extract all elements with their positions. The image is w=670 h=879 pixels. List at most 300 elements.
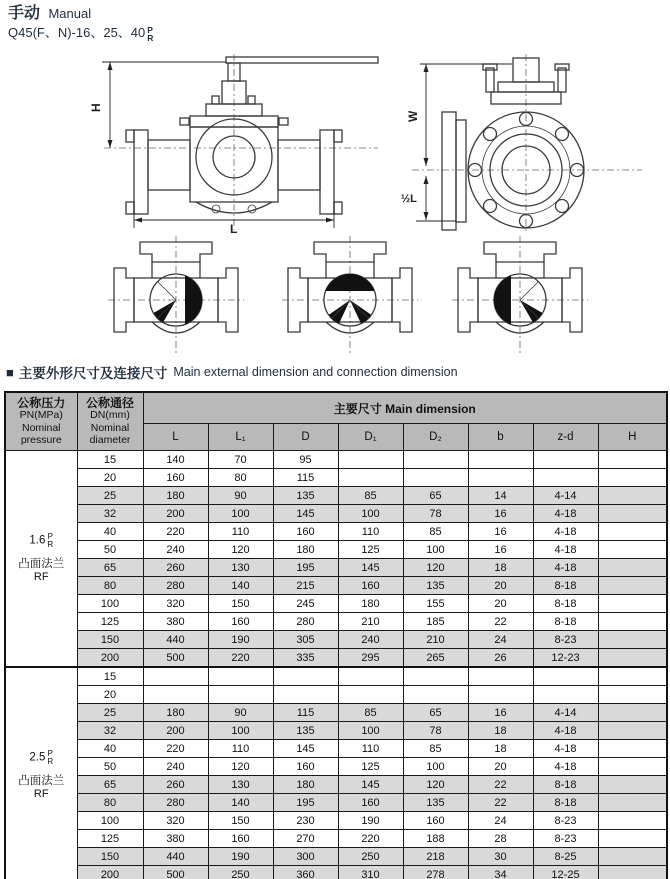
model-line — [8, 24, 153, 42]
dim-cell: 12-23 — [533, 649, 598, 668]
table-row — [5, 722, 667, 740]
model-sup: P — [147, 24, 153, 35]
dim-cell — [598, 595, 667, 613]
dim-cell — [468, 469, 533, 487]
dim-cell — [533, 667, 598, 686]
flange-type-cn: 凸面法兰 — [18, 775, 65, 787]
dim-cell: 210 — [403, 631, 468, 649]
dim-cell — [208, 686, 273, 704]
dim-cell: 8-25 — [533, 848, 598, 866]
dim-cell: 110 — [208, 523, 273, 541]
model-code: Q45(F、N)-16、25、40 — [8, 25, 146, 40]
dim-cell: 100 — [208, 722, 273, 740]
dn-cell: 200 — [77, 649, 143, 668]
dim-cell: 135 — [403, 794, 468, 812]
dim-cell: 18 — [468, 559, 533, 577]
dim-cell: 24 — [468, 812, 533, 830]
square-bullet-icon: ■ — [6, 364, 14, 380]
dim-cell: 155 — [403, 595, 468, 613]
dim-cell: 280 — [273, 613, 338, 631]
table-row — [5, 704, 667, 722]
dim-cell: 26 — [468, 649, 533, 668]
dim-cell: 8-23 — [533, 631, 598, 649]
dim-cell: 85 — [338, 704, 403, 722]
dim-cell — [338, 667, 403, 686]
port-fill — [494, 276, 511, 325]
dim-cell: 260 — [143, 776, 208, 794]
dim-cell: 160 — [273, 523, 338, 541]
front-section-view-drawing — [76, 52, 396, 234]
dim-cell: 130 — [208, 559, 273, 577]
table-row — [5, 595, 667, 613]
dim-cell: 150 — [208, 812, 273, 830]
port-position-view-1 — [106, 234, 246, 356]
side-view-drawing — [396, 52, 646, 234]
dim-cell — [468, 686, 533, 704]
pressure-value: 2.5 — [29, 751, 46, 764]
dim-cell: 100 — [208, 505, 273, 523]
dim-cell: 160 — [208, 830, 273, 848]
header-nominal-diameter — [77, 392, 143, 451]
pressure-pr-stack — [47, 750, 53, 765]
dim-cell — [143, 667, 208, 686]
port-fill — [185, 276, 202, 325]
dim-cell: 440 — [143, 631, 208, 649]
dim-cell: 100 — [338, 505, 403, 523]
table-row — [5, 649, 667, 668]
flange-type-cn: 凸面法兰 — [18, 558, 65, 570]
dim-cell: 100 — [338, 722, 403, 740]
dim-cell: 135 — [273, 487, 338, 505]
dim-cell: 220 — [143, 740, 208, 758]
dim-cell: 195 — [273, 559, 338, 577]
table-row — [5, 451, 667, 469]
dn-cell: 125 — [77, 830, 143, 848]
pressure-sup: P — [47, 532, 53, 541]
page-title-cn: 手动 — [8, 5, 41, 22]
pressure-header-cn: 公称压力 — [17, 395, 66, 410]
dn-cell: 80 — [77, 794, 143, 812]
dn-cell: 25 — [77, 704, 143, 722]
dim-cell — [143, 686, 208, 704]
pressure-value-line — [6, 533, 77, 548]
dim-cell: 160 — [208, 613, 273, 631]
model-sub: R — [147, 32, 154, 43]
dim-cell — [598, 848, 667, 866]
dim-cell — [598, 704, 667, 722]
dim-cell: 16 — [468, 541, 533, 559]
dim-cell: 120 — [403, 559, 468, 577]
dn-cell: 40 — [77, 523, 143, 541]
dimension-table-body — [5, 451, 667, 879]
dn-cell: 65 — [77, 776, 143, 794]
dim-label-half-l: ½L — [401, 193, 417, 205]
pressure-sub: R — [47, 539, 54, 549]
dim-cell: 160 — [338, 577, 403, 595]
dim-cell: 180 — [338, 595, 403, 613]
dim-cell: 8-18 — [533, 794, 598, 812]
dn-cell: 65 — [77, 559, 143, 577]
dim-cell — [468, 451, 533, 469]
dim-cell: 90 — [208, 487, 273, 505]
dim-cell: 160 — [338, 794, 403, 812]
dim-cell: 440 — [143, 848, 208, 866]
table-row — [5, 667, 667, 686]
dim-cell: 335 — [273, 649, 338, 668]
dim-cell: 218 — [403, 848, 468, 866]
header-col-d1: D₁ — [338, 424, 403, 451]
dim-cell: 120 — [208, 758, 273, 776]
dim-cell: 320 — [143, 812, 208, 830]
dim-cell: 24 — [468, 631, 533, 649]
dim-cell: 240 — [143, 758, 208, 776]
dim-cell: 8-18 — [533, 595, 598, 613]
dim-cell: 85 — [338, 487, 403, 505]
flange-type-en: RF — [33, 571, 49, 583]
dim-cell: 22 — [468, 776, 533, 794]
table-row — [5, 830, 667, 848]
dim-cell: 8-18 — [533, 776, 598, 794]
dim-cell: 125 — [338, 541, 403, 559]
dim-cell: 245 — [273, 595, 338, 613]
dim-cell: 500 — [143, 866, 208, 879]
dim-cell: 270 — [273, 830, 338, 848]
dim-cell: 20 — [468, 758, 533, 776]
dim-cell: 14 — [468, 487, 533, 505]
table-row — [5, 505, 667, 523]
dim-cell — [598, 469, 667, 487]
dn-cell: 200 — [77, 866, 143, 879]
table-row — [5, 559, 667, 577]
dim-cell: 65 — [403, 487, 468, 505]
dim-cell: 8-18 — [533, 613, 598, 631]
dim-cell: 240 — [143, 541, 208, 559]
dim-label-l: L — [230, 222, 238, 234]
dim-cell: 160 — [403, 812, 468, 830]
dim-cell: 260 — [143, 559, 208, 577]
dim-cell: 200 — [143, 722, 208, 740]
dim-cell: 78 — [403, 722, 468, 740]
dn-header-en1: Nominal — [90, 421, 130, 434]
dn-cell: 100 — [77, 595, 143, 613]
dim-cell — [403, 451, 468, 469]
dim-cell: 500 — [143, 649, 208, 668]
dim-cell: 100 — [403, 758, 468, 776]
dim-cell: 85 — [403, 523, 468, 541]
dim-cell: 4-14 — [533, 487, 598, 505]
dim-cell: 18 — [468, 722, 533, 740]
dim-cell: 12-25 — [533, 866, 598, 879]
dim-cell: 95 — [273, 451, 338, 469]
dim-cell: 22 — [468, 794, 533, 812]
dim-cell: 230 — [273, 812, 338, 830]
dim-cell — [598, 794, 667, 812]
dim-cell — [273, 667, 338, 686]
dim-cell: 135 — [273, 722, 338, 740]
dim-cell — [598, 559, 667, 577]
table-row — [5, 469, 667, 487]
dim-cell: 180 — [143, 704, 208, 722]
dim-cell — [468, 667, 533, 686]
dim-cell: 115 — [273, 704, 338, 722]
dim-cell — [403, 686, 468, 704]
dim-cell — [533, 451, 598, 469]
dim-cell: 280 — [143, 794, 208, 812]
table-row — [5, 577, 667, 595]
dim-cell: 250 — [208, 866, 273, 879]
title-line — [8, 5, 153, 23]
dim-cell — [598, 830, 667, 848]
dn-cell: 150 — [77, 848, 143, 866]
table-row — [5, 740, 667, 758]
dim-cell: 16 — [468, 704, 533, 722]
header-nominal-pressure — [5, 392, 77, 451]
dim-cell: 4-18 — [533, 758, 598, 776]
dim-cell — [598, 613, 667, 631]
dim-cell — [403, 667, 468, 686]
dim-cell: 305 — [273, 631, 338, 649]
pressure-header-en1: Nominal — [21, 421, 61, 434]
dim-cell: 4-18 — [533, 740, 598, 758]
dim-cell: 145 — [338, 776, 403, 794]
flange-type-en: RF — [33, 788, 49, 800]
dim-cell — [598, 758, 667, 776]
dim-cell: 380 — [143, 613, 208, 631]
dim-cell: 140 — [208, 794, 273, 812]
dim-cell: 4-18 — [533, 722, 598, 740]
page-header — [8, 5, 153, 42]
pressure-header-unit: PN(MPa) — [19, 409, 63, 421]
dn-cell: 20 — [77, 686, 143, 704]
table-row — [5, 812, 667, 830]
header-col-d: D — [273, 424, 338, 451]
dn-cell: 125 — [77, 613, 143, 631]
model-pr-stack — [147, 26, 153, 42]
dim-cell: 220 — [143, 523, 208, 541]
dim-cell — [598, 523, 667, 541]
dim-cell — [533, 686, 598, 704]
dim-cell — [598, 667, 667, 686]
dim-cell: 135 — [403, 577, 468, 595]
dn-cell: 80 — [77, 577, 143, 595]
dim-cell: 20 — [468, 577, 533, 595]
dim-cell — [598, 487, 667, 505]
dn-header-cn: 公称通径 — [85, 395, 134, 410]
dim-cell: 150 — [208, 595, 273, 613]
pressure-class-cell — [5, 667, 77, 879]
dim-cell: 8-18 — [533, 577, 598, 595]
section-heading-en: Main external dimension and connection dimension — [173, 365, 458, 379]
pressure-class-cell — [5, 451, 77, 668]
dn-cell: 150 — [77, 631, 143, 649]
header-col-l1: L₁ — [208, 424, 273, 451]
dim-cell — [598, 740, 667, 758]
dim-cell: 145 — [273, 505, 338, 523]
dim-cell: 110 — [338, 740, 403, 758]
dim-cell: 190 — [208, 631, 273, 649]
dim-cell: 180 — [143, 487, 208, 505]
dn-cell: 32 — [77, 505, 143, 523]
dim-cell: 140 — [143, 451, 208, 469]
dim-cell: 190 — [208, 848, 273, 866]
dim-cell: 380 — [143, 830, 208, 848]
header-main-dimension: 主要尺寸 Main dimension — [143, 392, 667, 424]
dn-header-unit: DN(mm) — [90, 409, 130, 421]
dim-cell: 360 — [273, 866, 338, 879]
dim-label-h: H — [89, 103, 103, 112]
dim-cell: 265 — [403, 649, 468, 668]
technical-drawings — [0, 50, 670, 360]
dim-cell: 180 — [273, 541, 338, 559]
dim-cell: 250 — [338, 848, 403, 866]
dim-cell — [598, 631, 667, 649]
dim-cell: 215 — [273, 577, 338, 595]
dim-cell: 4-18 — [533, 541, 598, 559]
pressure-sup: P — [47, 749, 53, 758]
dim-cell: 190 — [338, 812, 403, 830]
dn-header-en2: diameter — [89, 434, 131, 446]
dim-cell — [598, 505, 667, 523]
dim-cell: 30 — [468, 848, 533, 866]
table-row — [5, 866, 667, 879]
dim-cell: 320 — [143, 595, 208, 613]
port-position-view-2 — [280, 234, 420, 356]
table-row — [5, 776, 667, 794]
dim-cell: 8-23 — [533, 830, 598, 848]
dim-cell: 8-23 — [533, 812, 598, 830]
dim-cell: 220 — [208, 649, 273, 668]
dim-cell — [598, 866, 667, 879]
dim-cell — [338, 686, 403, 704]
dim-cell: 20 — [468, 595, 533, 613]
dim-cell: 145 — [273, 740, 338, 758]
dim-cell: 4-18 — [533, 505, 598, 523]
pressure-value: 1.6 — [29, 534, 46, 547]
dn-cell: 25 — [77, 487, 143, 505]
dn-cell: 32 — [77, 722, 143, 740]
dim-cell — [403, 469, 468, 487]
dim-cell — [533, 469, 598, 487]
pressure-sub: R — [47, 756, 54, 766]
dn-cell: 100 — [77, 812, 143, 830]
dim-cell: 80 — [208, 469, 273, 487]
dim-cell — [598, 649, 667, 668]
port-fill — [326, 274, 375, 291]
dim-cell: 110 — [338, 523, 403, 541]
header-col-b: b — [468, 424, 533, 451]
dn-cell: 50 — [77, 541, 143, 559]
dim-cell: 4-18 — [533, 523, 598, 541]
dim-cell: 280 — [143, 577, 208, 595]
dim-cell — [598, 812, 667, 830]
section-heading — [6, 362, 458, 382]
dim-cell — [598, 541, 667, 559]
dim-cell: 220 — [338, 830, 403, 848]
dim-cell: 28 — [468, 830, 533, 848]
dim-label-w: W — [406, 110, 420, 122]
dim-cell: 200 — [143, 505, 208, 523]
dim-cell: 310 — [338, 866, 403, 879]
dim-cell: 160 — [273, 758, 338, 776]
dim-cell: 185 — [403, 613, 468, 631]
pressure-value-line — [6, 750, 77, 765]
dim-cell: 130 — [208, 776, 273, 794]
table-row — [5, 794, 667, 812]
table-row — [5, 631, 667, 649]
dim-cell: 295 — [338, 649, 403, 668]
dim-cell: 120 — [403, 776, 468, 794]
dim-cell: 65 — [403, 704, 468, 722]
dn-cell: 20 — [77, 469, 143, 487]
dim-cell: 100 — [403, 541, 468, 559]
dim-cell: 78 — [403, 505, 468, 523]
dim-cell — [598, 776, 667, 794]
table-row — [5, 487, 667, 505]
dim-cell: 145 — [338, 559, 403, 577]
dim-cell: 300 — [273, 848, 338, 866]
dim-cell — [598, 451, 667, 469]
dn-cell: 15 — [77, 451, 143, 469]
pressure-header-en2: pressure — [20, 434, 62, 446]
dim-cell: 90 — [208, 704, 273, 722]
pressure-pr-stack — [47, 533, 53, 548]
table-row — [5, 613, 667, 631]
table-row — [5, 523, 667, 541]
dim-cell: 110 — [208, 740, 273, 758]
dim-cell: 125 — [338, 758, 403, 776]
dim-cell: 160 — [143, 469, 208, 487]
dim-cell: 240 — [338, 631, 403, 649]
section-heading-cn: 主要外形尺寸及连接尺寸 — [18, 366, 168, 381]
dim-cell: 140 — [208, 577, 273, 595]
dim-cell: 4-18 — [533, 559, 598, 577]
dim-cell: 70 — [208, 451, 273, 469]
dim-cell: 16 — [468, 523, 533, 541]
header-col-zd: z-d — [533, 424, 598, 451]
dim-cell — [598, 686, 667, 704]
handle-bar — [226, 57, 378, 63]
dim-cell — [338, 451, 403, 469]
dim-cell — [598, 722, 667, 740]
table-row — [5, 758, 667, 776]
table-row — [5, 848, 667, 866]
dim-cell — [273, 686, 338, 704]
dimension-table — [4, 391, 668, 879]
dim-cell: 115 — [273, 469, 338, 487]
dn-cell: 15 — [77, 667, 143, 686]
dim-cell: 34 — [468, 866, 533, 879]
header-col-l: L — [143, 424, 208, 451]
dim-cell: 188 — [403, 830, 468, 848]
dim-cell — [208, 667, 273, 686]
header-col-h: H — [598, 424, 667, 451]
dim-cell — [598, 577, 667, 595]
dim-cell: 278 — [403, 866, 468, 879]
dim-cell: 22 — [468, 613, 533, 631]
dim-cell: 120 — [208, 541, 273, 559]
port-position-view-3 — [450, 234, 590, 356]
dim-cell: 195 — [273, 794, 338, 812]
dim-cell: 18 — [468, 740, 533, 758]
dn-cell: 50 — [77, 758, 143, 776]
page-title-en: Manual — [48, 6, 92, 21]
dim-cell: 16 — [468, 505, 533, 523]
table-row — [5, 686, 667, 704]
header-col-d2: D₂ — [403, 424, 468, 451]
dn-cell: 40 — [77, 740, 143, 758]
dim-cell: 210 — [338, 613, 403, 631]
dim-cell: 4-14 — [533, 704, 598, 722]
